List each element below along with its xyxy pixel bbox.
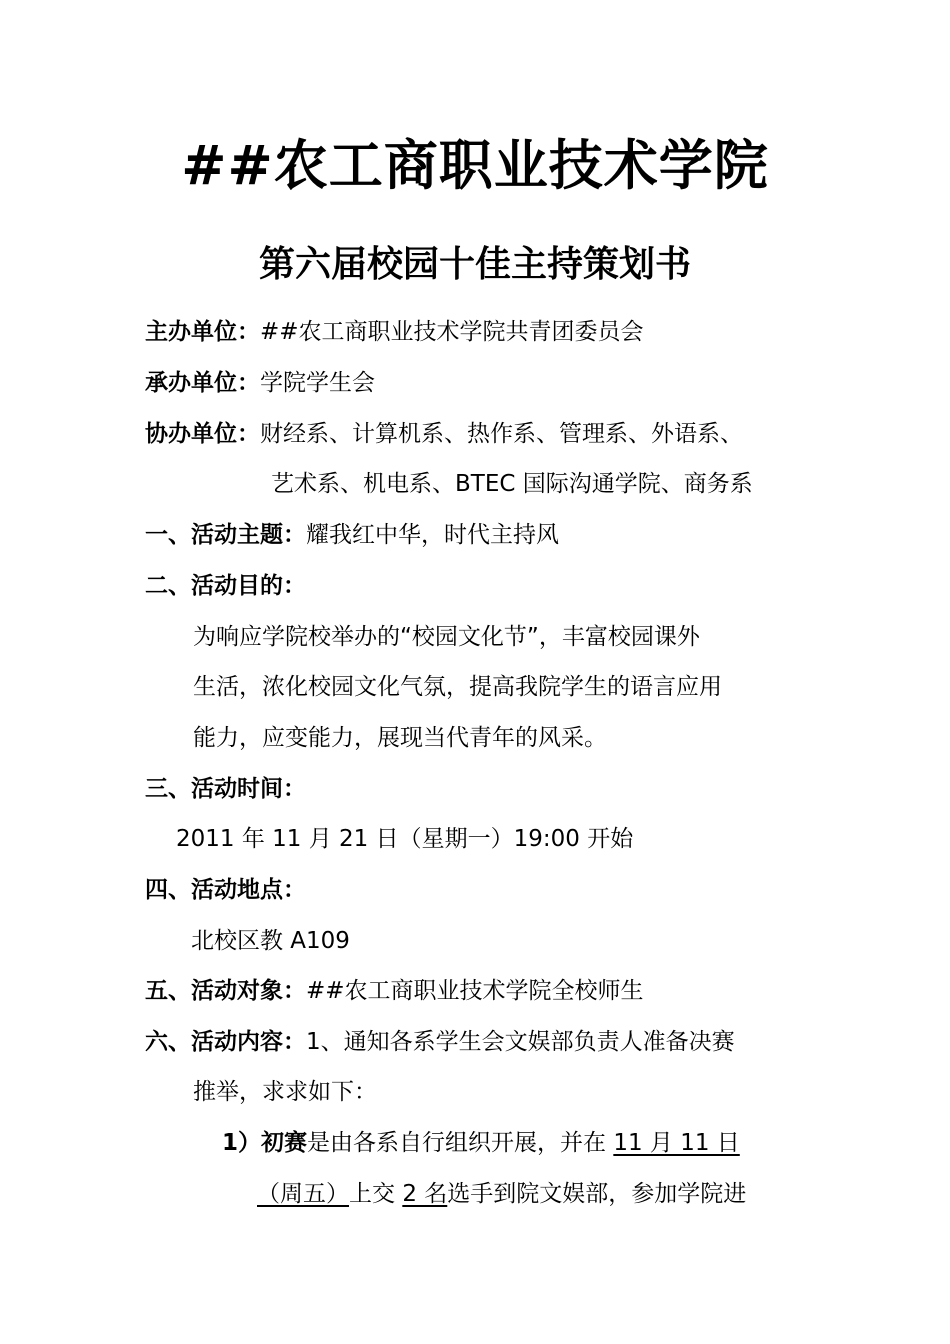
preliminary-text-1: 是由各系自行组织开展，并在 (307, 1130, 614, 1156)
purpose-text-3: 能力，应变能力，展现当代青年的风采。 (193, 725, 607, 751)
document-title: ##农工商职业技术学院 (181, 134, 769, 197)
undertaker-line (145, 365, 375, 401)
preliminary-weekday: （周五） (257, 1181, 349, 1207)
preliminary-line-2 (257, 1176, 746, 1212)
place-value: 北校区教 A109 (191, 928, 350, 954)
purpose-text-1: 为响应学院校举办的“校园文化节”，丰富校园课外 (193, 624, 700, 650)
co-organizer-line (145, 416, 743, 452)
undertaker-value: 学院学生会 (260, 370, 375, 396)
audience-label: 五、活动对象： (145, 978, 306, 1004)
preliminary-text-2: 上交 (349, 1181, 403, 1207)
document-subtitle: 第六届校园十佳主持策划书 (258, 244, 691, 285)
theme-line (145, 517, 559, 553)
organizer-label: 主办单位： (145, 319, 260, 345)
preliminary-term: 初赛 (261, 1130, 308, 1156)
co-organizer-value-2: 艺术系、机电系、BTEC 国际沟通学院、商务系 (271, 471, 753, 497)
time-label: 三、活动时间： (145, 776, 306, 802)
co-organizer-value-1: 财经系、计算机系、热作系、管理系、外语系、 (260, 421, 743, 447)
audience-value: ##农工商职业技术学院全校师生 (306, 978, 644, 1004)
place-label: 四、活动地点： (145, 877, 306, 903)
organizer-line (145, 314, 644, 350)
co-organizer-label: 协办单位： (145, 421, 260, 447)
preliminary-number: 1） (222, 1130, 262, 1156)
purpose-text-2: 生活，浓化校园文化气氛，提高我院学生的语言应用 (193, 674, 722, 700)
organizer-value: ##农工商职业技术学院共青团委员会 (260, 319, 644, 345)
preliminary-count: 2 名 (402, 1181, 448, 1207)
time-value: 2011 年 11 月 21 日（星期一）19:00 开始 (176, 826, 634, 852)
theme-label: 一、活动主题： (145, 522, 306, 548)
content-value-2: 推举，求求如下： (193, 1079, 377, 1105)
preliminary-date: 11 月 11 日 (613, 1130, 740, 1156)
audience-line (145, 973, 644, 1009)
preliminary-text-3: 选手到院文娱部，参加学院进 (447, 1181, 747, 1207)
undertaker-label: 承办单位： (145, 370, 260, 396)
theme-value: 耀我红中华，时代主持风 (306, 522, 559, 548)
purpose-label: 二、活动目的： (145, 573, 306, 599)
content-value-1: 1、通知各系学生会文娱部负责人准备决赛 (306, 1029, 735, 1055)
content-label: 六、活动内容： (145, 1029, 306, 1055)
preliminary-line-1 (222, 1125, 740, 1161)
content-line (145, 1024, 735, 1060)
